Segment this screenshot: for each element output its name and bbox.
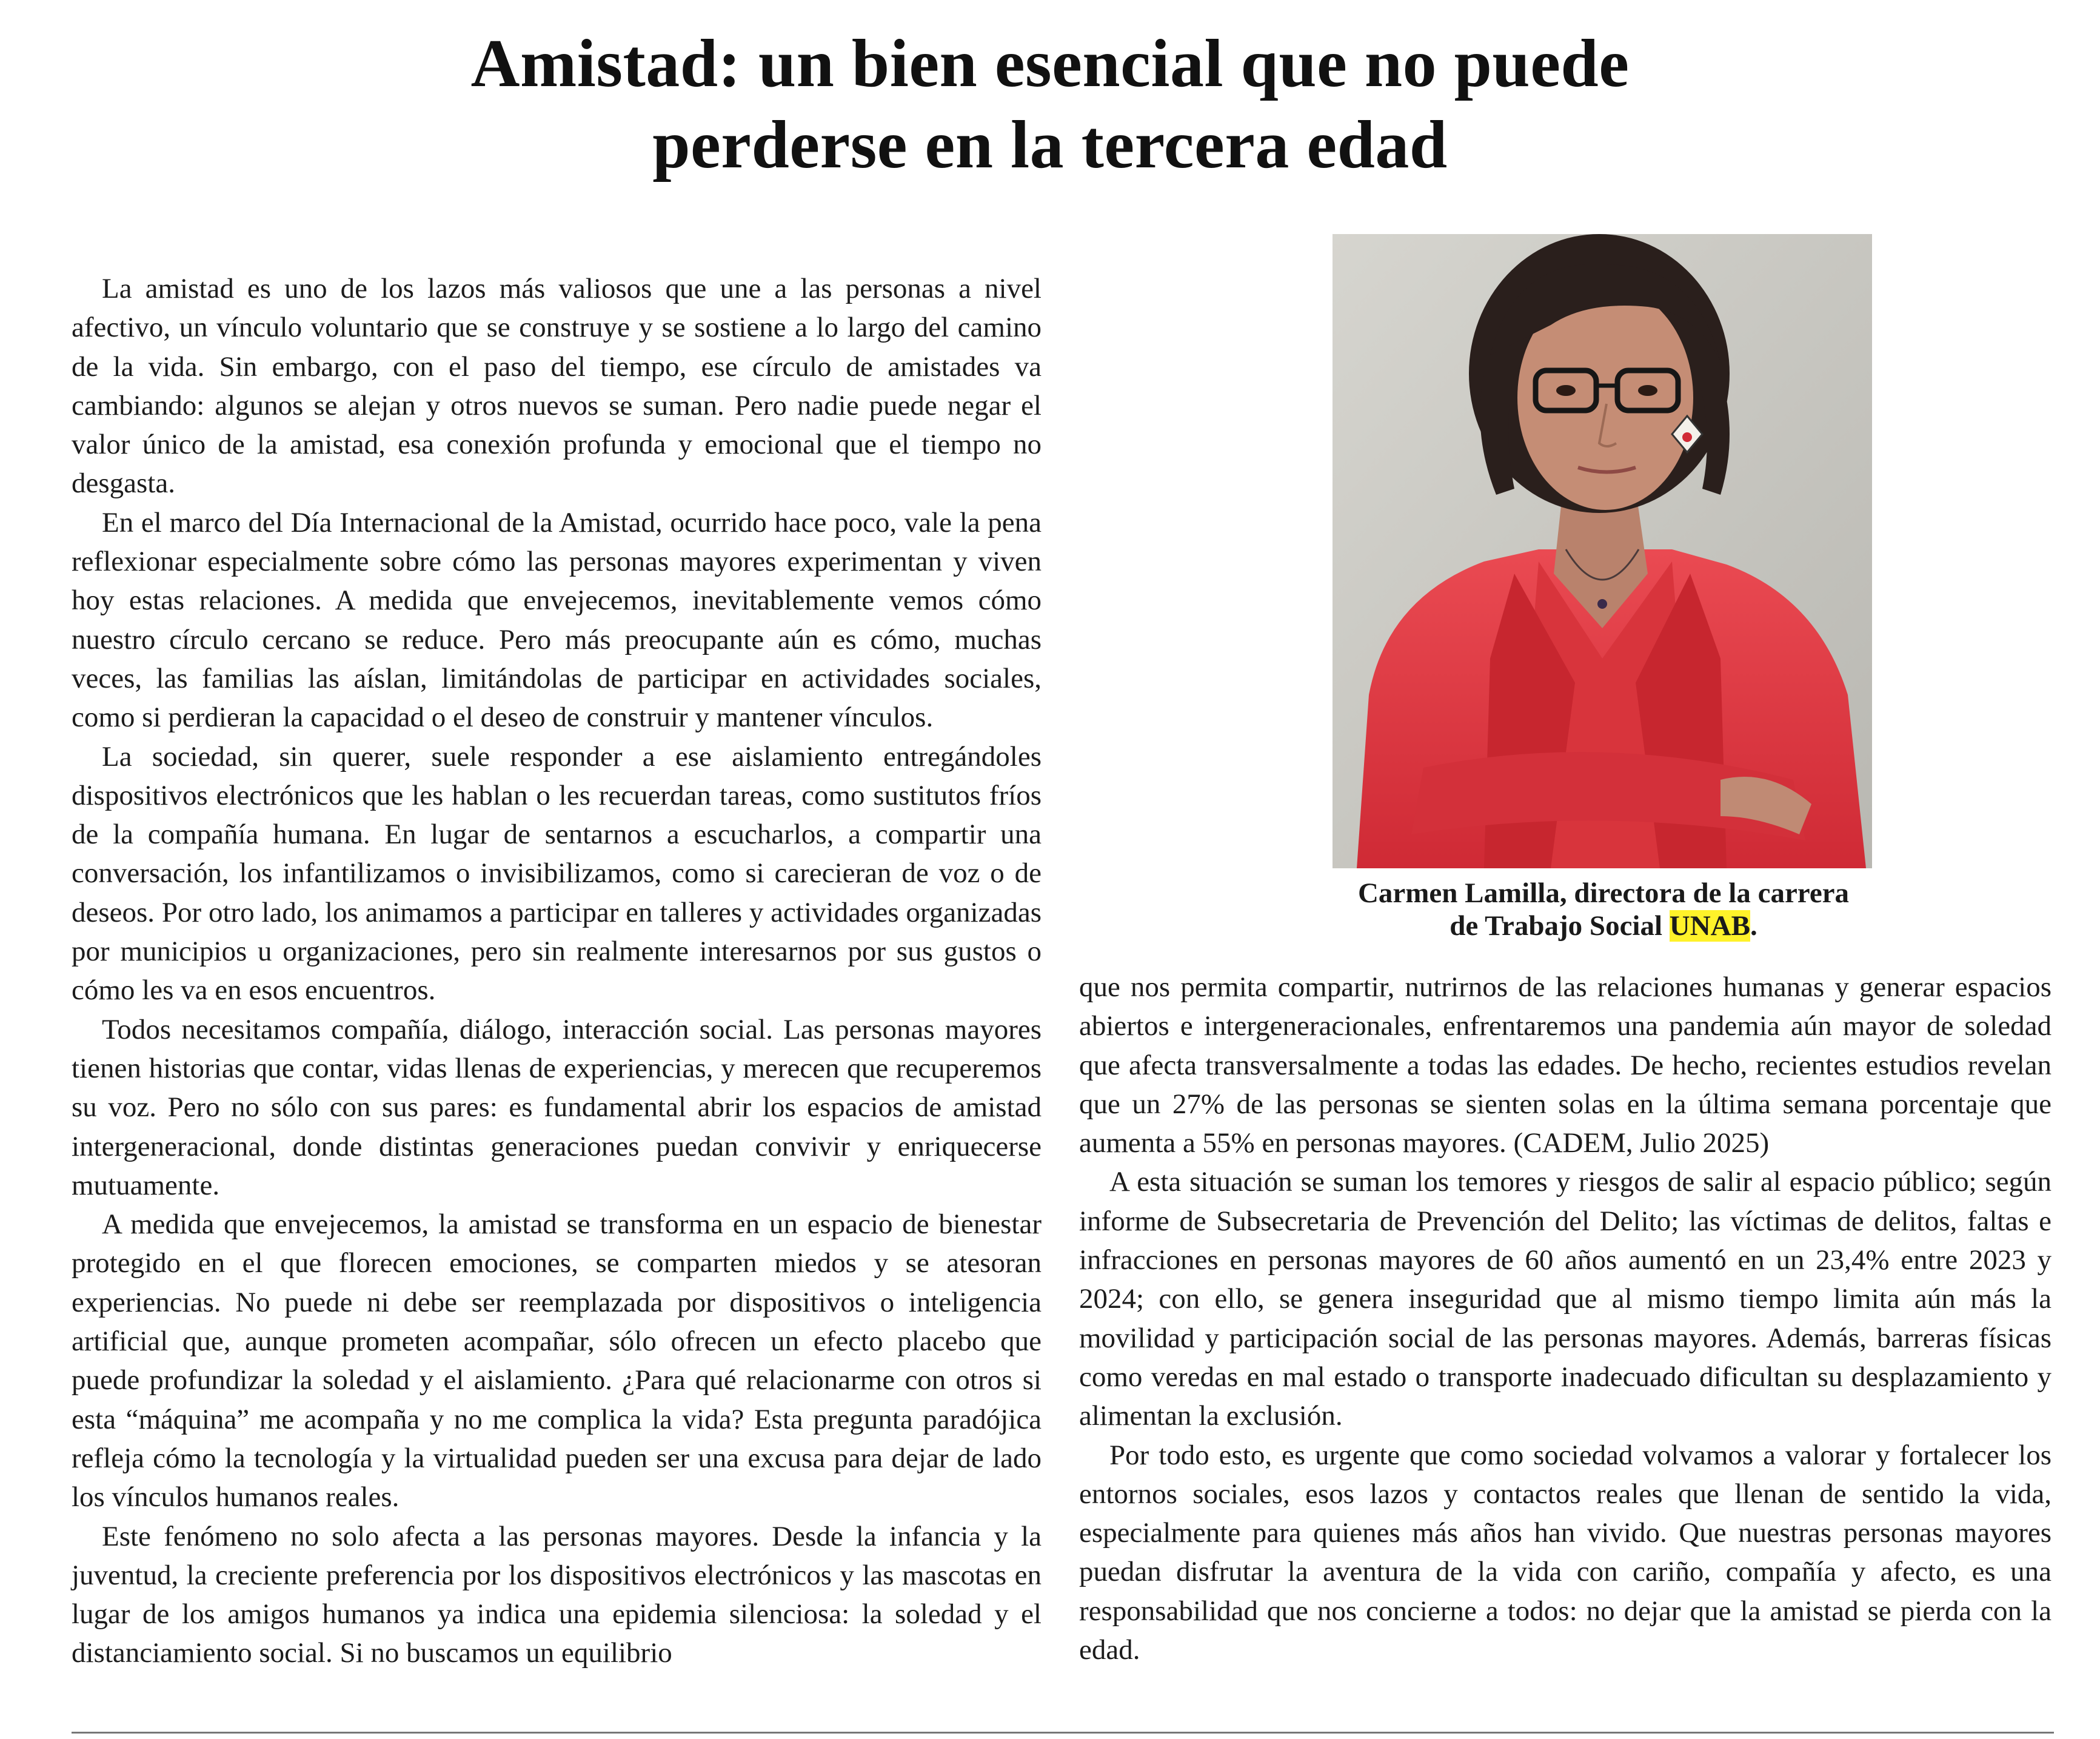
article-column-left [72, 269, 1042, 1673]
paragraph: La amistad es uno de los lazos más valiosos que une a las personas a nivel afectivo, un vínculo voluntario que se construye y se sostiene a lo largo del camino de la vida. Sin embargo, con el paso del tiempo, ese círculo de amistades va cambiando: algunos se alejan y otros nuevos se suman. Pero nadie puede negar el valor único de la amistad, esa conexión profunda y emocional que el tiempo no desgasta. [72, 273, 1042, 500]
paragraph: Todos necesitamos compañía, diálogo, interacción social. Las personas mayores tienen historias que contar, vidas llenas de experiencias, y merecen que recuperemos su voz. Pero no sólo con sus pares: es fundamental abrir los espacios de amistad intergeneracional, donde distintas generaciones puedan convivir y enriquecerse mutuamente. [72, 1013, 1042, 1201]
paragraph: La sociedad, sin querer, suele responder a ese aislamiento entregándoles dispositivos electrónicos que les hablan o les recuerdan tareas, como sustitutos fríos de la compañía humana. En lugar de sentarnos a escucharlos, a compartir una conversación, los infantilizamos o invisibilizamos, como si carecieran de voz o de deseos. Por otro lado, los animamos a participar en talleres y actividades organizadas por municipios u organizaciones, pero sin realmente interesarnos por sus gustos o cómo les va en esos encuentros. [72, 740, 1042, 1007]
bottom-divider [72, 1732, 2054, 1734]
paragraph: A medida que envejecemos, la amistad se transforma en un espacio de bienestar protegido en el que florecen emociones, se comparten miedos y se atesoran experiencias. No puede ni debe ser reemplazada por dispositivos o inteligencia artificial que, aunque prometen acompañar, sólo ofrecen un efecto placebo que puede profundizar la soledad y el aislamiento. ¿Para qué relacionarme con otros si esta “máquina” me acompaña y no me complica la vida? Esta pregunta paradójica refleja cómo la tecnología y la virtualidad pueden ser una excusa para dejar de lado los vínculos humanos reales. [72, 1208, 1042, 1513]
article-column-right [1079, 968, 2052, 1669]
headline [0, 23, 2100, 186]
paragraph: Por todo esto, es urgente que como sociedad volvamos a valorar y fortalecer los entornos sociales, esos lazos y contactos reales que llenan de sentido la vida, especialmente para quienes más años han vivido. Que nuestras personas mayores puedan disfrutar la aventura de la vida con cariño, compañía y afecto, es una responsabilidad que nos concierne a todos: no dejar que la amistad se pierda con la edad. [1079, 1439, 2052, 1666]
caption-line-2-suffix: . [1750, 910, 1757, 942]
paragraph: que nos permita compartir, nutrirnos de las relaciones humanas y generar espacios abiertos e intergeneracionales, enfrentaremos una pandemia aún mayor de soledad que afecta transversalmente a todas las edades. De hecho, recientes estudios revelan que un 27% de las personas se sienten solas en la última semana porcentaje que aumenta a 55% en personas mayores. (CADEM, Julio 2025) [1079, 971, 2052, 1159]
paragraph: A esta situación se suman los temores y riesgos de salir al espacio público; según informe de Subsecretaria de Prevención del Delito; las víctimas de delitos, faltas e infracciones en personas mayores de 60 años aumentó en un 23,4% entre 2023 y 2024; con ello, se genera inseguridad que al mismo tiempo limita aún más la movilidad y participación social de las personas mayores. Además, barreras físicas como veredas en mal estado o transporte inadecuado dificultan su desplazamiento y alimentan la exclusión. [1079, 1166, 2052, 1432]
author-photo [1333, 234, 1872, 868]
caption-highlight-unab: UNAB [1669, 910, 1750, 942]
headline-line-2: perderse en la tercera edad [652, 107, 1448, 183]
paragraph: En el marco del Día Internacional de la Amistad, ocurrido hace poco, vale la pena reflexionar especialmente sobre cómo las personas mayores experimentan y viven hoy estas relaciones. A medida que envejecemos, inevitablemente vemos cómo nuestro círculo cercano se reduce. Pero más preocupante aún es cómo, muchas veces, las familias las aíslan, limitándolas de participar en actividades sociales, como si perdieran la capacidad o el deseo de construir y mantener vínculos. [72, 506, 1042, 734]
caption-line-1: Carmen Lamilla, directora de la carrera [1357, 877, 1850, 909]
paragraph: Este fenómeno no solo afecta a las personas mayores. Desde la infancia y la juventud, la creciente preferencia por los dispositivos electrónicos y las mascotas en lugar de los amigos humanos ya indica una epidemia silenciosa: la soledad y el distanciamiento social. Si no buscamos un equilibrio [72, 1520, 1042, 1669]
portrait-illustration [1333, 234, 1872, 868]
caption-line-2-prefix: de Trabajo Social [1450, 910, 1670, 942]
headline-line-1: Amistad: un bien esencial que no puede [470, 26, 1630, 101]
photo-caption [1243, 877, 1964, 942]
